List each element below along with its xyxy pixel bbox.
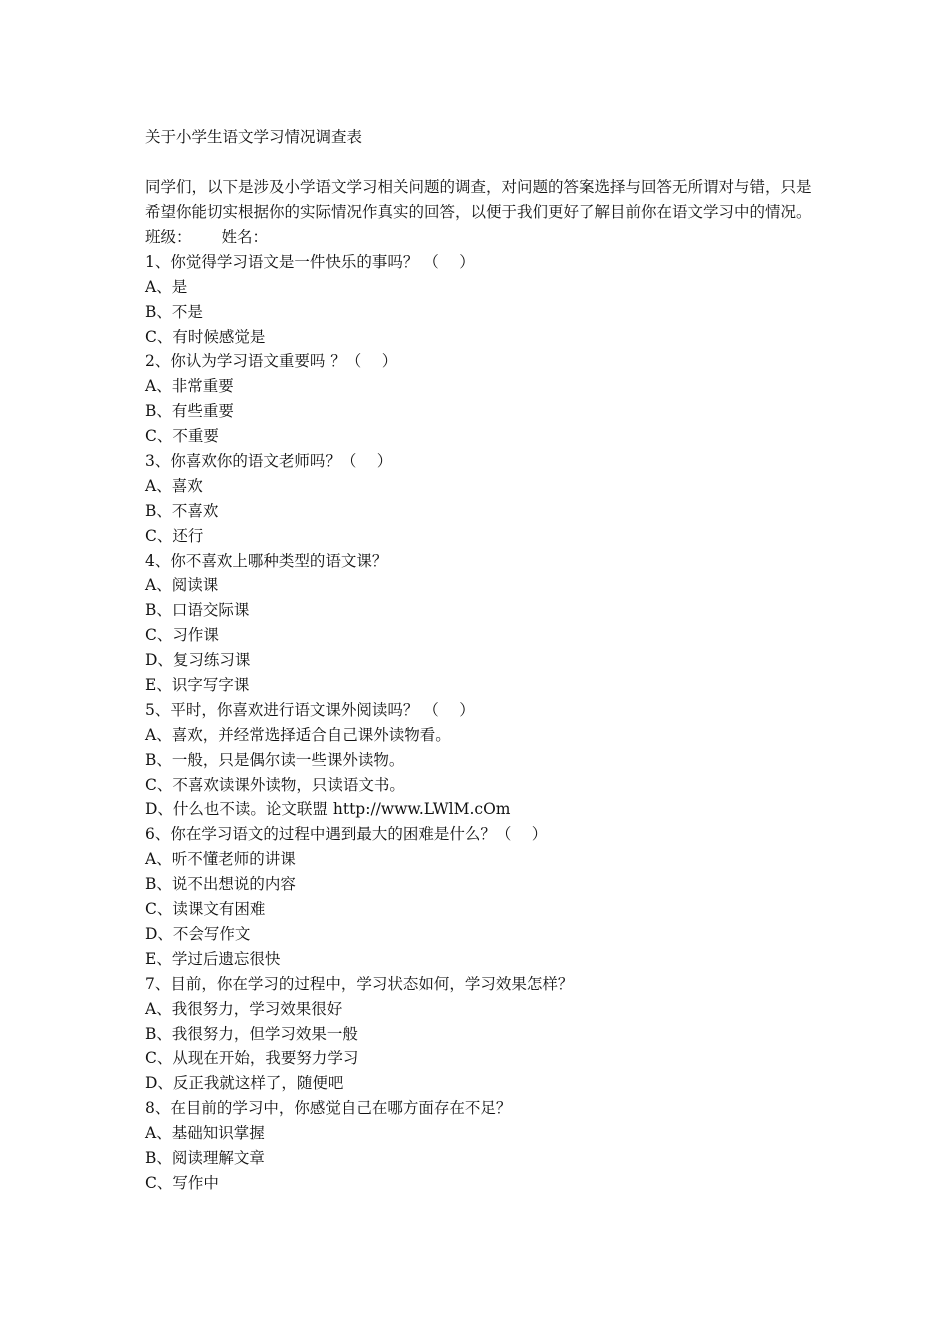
answer-option: A、阅读课 bbox=[145, 576, 219, 595]
intro-paragraph: 同学们，以下是涉及小学语文学习相关问题的调查，对问题的答案选择与回答无所谓对与错，只是希望你能切实根据你的实际情况作真实的回答，以便于我们更好了解目前你在语文学习中的情况。 bbox=[145, 178, 812, 221]
question-list bbox=[145, 250, 825, 1196]
answer-option: B、有些重要 bbox=[145, 402, 234, 421]
question-text: 3、你喜欢你的语文老师吗？（ ） bbox=[145, 452, 393, 471]
class-name-line bbox=[145, 225, 825, 250]
question-text: 1、你觉得学习语文是一件快乐的事吗？ （ ） bbox=[145, 252, 475, 271]
answer-option: D、复习练习课 bbox=[145, 651, 251, 670]
question-text: 4、你不喜欢上哪种类型的语文课？ bbox=[145, 551, 388, 570]
answer-option: A、非常重要 bbox=[145, 377, 234, 396]
answer-option: B、阅读理解文章 bbox=[145, 1148, 265, 1167]
document-title: 关于小学生语文学习情况调查表 bbox=[145, 128, 363, 146]
answer-option: B、不喜欢 bbox=[145, 501, 219, 520]
answer-option: D、什么也不读。论文联盟 http://www.LWlM.cOm bbox=[145, 800, 511, 819]
question-text: 2、你认为学习语文重要吗 ？（ ） bbox=[145, 352, 398, 371]
answer-option: E、学过后遗忘很快 bbox=[145, 949, 281, 968]
answer-option: C、不重要 bbox=[145, 427, 219, 446]
answer-option: B、不是 bbox=[145, 302, 203, 321]
answer-option: C、不喜欢读课外读物，只读语文书。 bbox=[145, 775, 405, 794]
answer-option: B、我很努力，但学习效果一般 bbox=[145, 1024, 358, 1043]
answer-option: C、有时候感觉是 bbox=[145, 327, 266, 346]
question-text: 8、在目前的学习中，你感觉自己在哪方面存在不足？ bbox=[145, 1099, 512, 1118]
answer-option: C、习作课 bbox=[145, 626, 219, 645]
answer-option: A、喜欢 bbox=[145, 476, 203, 495]
name-label: 姓名： bbox=[221, 228, 269, 246]
blank-line bbox=[145, 150, 825, 175]
answer-option: B、口语交际课 bbox=[145, 601, 250, 620]
answer-option: A、是 bbox=[145, 277, 188, 296]
answer-option: C、读课文有困难 bbox=[145, 900, 266, 919]
question-text: 7、目前，你在学习的过程中，学习状态如何，学习效果怎样？ bbox=[145, 974, 574, 993]
question-text: 5、平时，你喜欢进行语文课外阅读吗？ （ ） bbox=[145, 700, 475, 719]
answer-option: A、听不懂老师的讲课 bbox=[145, 850, 296, 869]
answer-option: A、基础知识掌握 bbox=[145, 1124, 265, 1143]
question-text: 6、你在学习语文的过程中遇到最大的困难是什么？（ ） bbox=[145, 825, 548, 844]
answer-option: E、识字写字课 bbox=[145, 676, 250, 695]
document-page bbox=[145, 124, 825, 1196]
answer-option: B、一般，只是偶尔读一些课外读物。 bbox=[145, 750, 405, 769]
answer-option: C、从现在开始，我要努力学习 bbox=[145, 1049, 359, 1068]
answer-option: D、不会写作文 bbox=[145, 924, 251, 943]
class-label: 班级： bbox=[145, 228, 192, 246]
answer-option: D、反正我就这样了，随便吧 bbox=[145, 1074, 344, 1093]
answer-option: B、说不出想说的内容 bbox=[145, 875, 296, 894]
answer-option: A、我很努力，学习效果很好 bbox=[145, 999, 343, 1018]
answer-option: A、喜欢，并经常选择适合自己课外读物看。 bbox=[145, 725, 451, 744]
answer-option: C、写作中 bbox=[145, 1173, 219, 1192]
answer-option: C、还行 bbox=[145, 526, 204, 545]
